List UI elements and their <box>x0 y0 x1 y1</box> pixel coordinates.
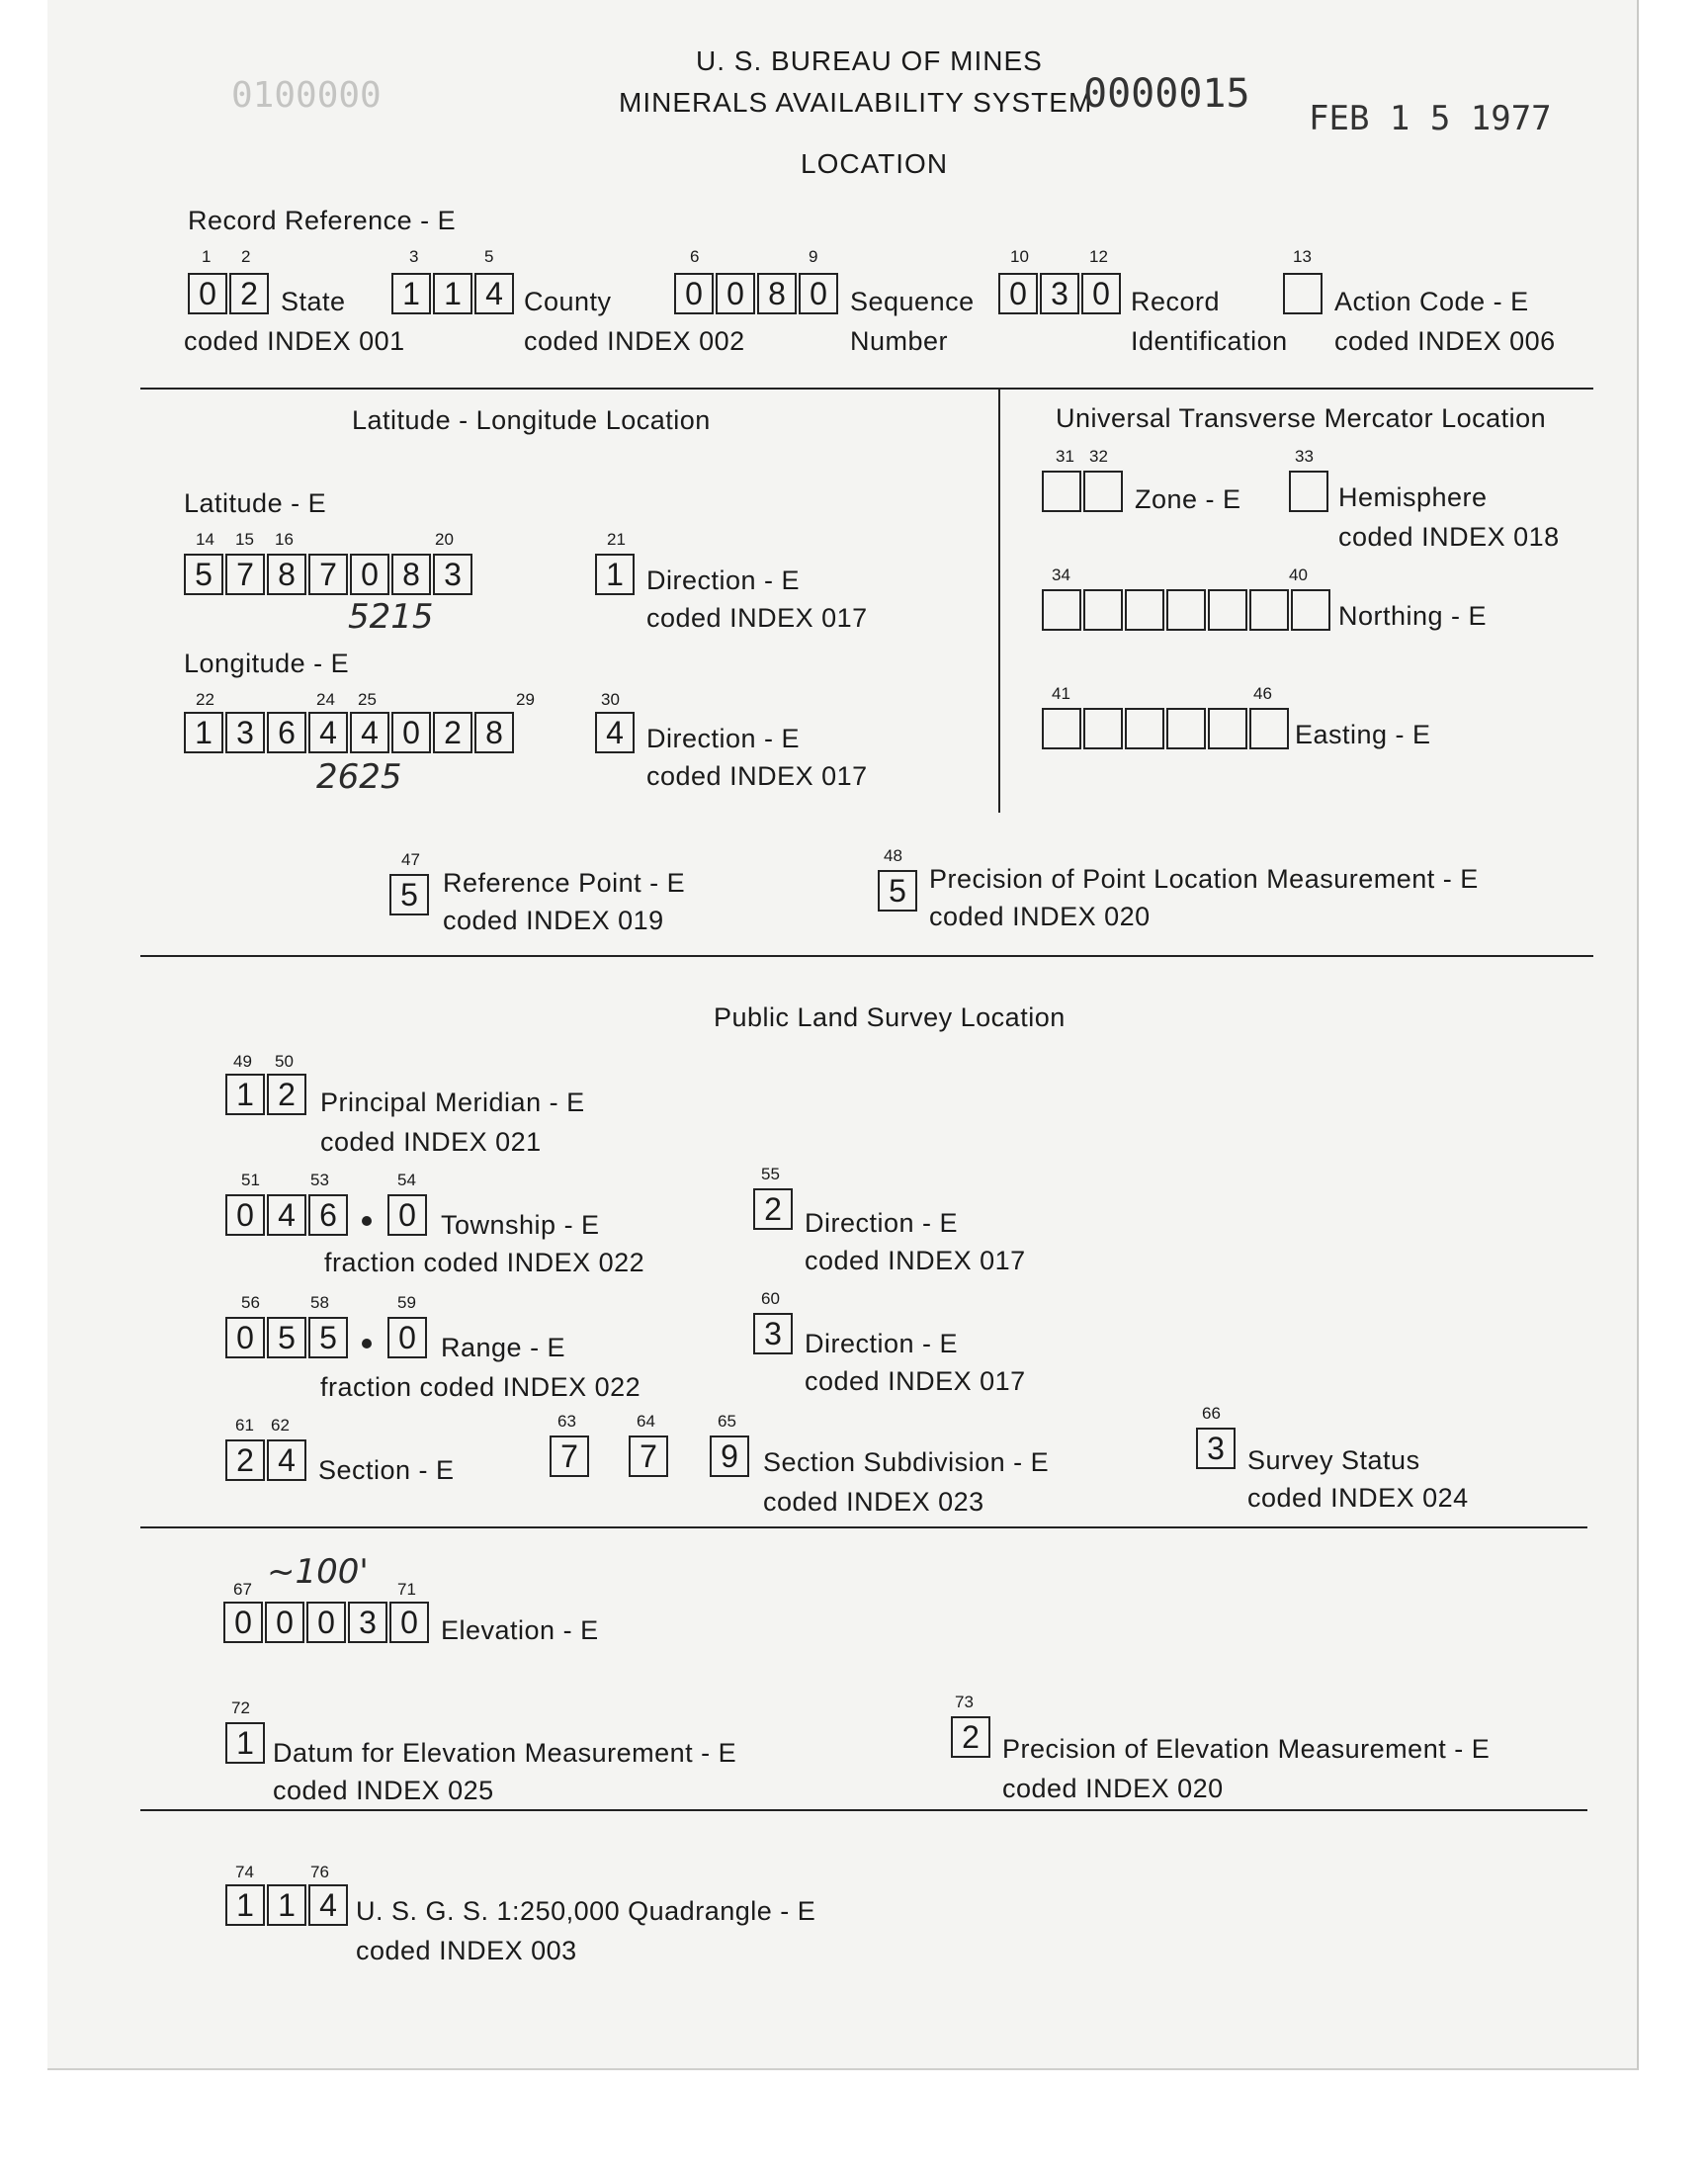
northing-label: Northing - E <box>1338 601 1488 631</box>
township-sub: fraction coded INDEX 022 <box>324 1248 645 1277</box>
subdiv-digit-63: 7 <box>550 1436 589 1477</box>
lat-digit: 5 <box>184 554 223 595</box>
state-num-1: 1 <box>202 247 212 266</box>
datum-digit: 1 <box>225 1722 265 1764</box>
state-digit-1: 0 <box>188 273 227 314</box>
elev-digit: 0 <box>265 1602 304 1643</box>
county-digit-3: 4 <box>474 273 514 314</box>
form-page <box>47 0 1639 2070</box>
stamp-date: FEB 1 5 1977 <box>1309 99 1552 138</box>
state-digit-2: 2 <box>229 273 269 314</box>
range-digit: 5 <box>267 1317 306 1358</box>
datum-label: Datum for Elevation Measurement - E <box>273 1738 737 1768</box>
township-fraction-digit: 0 <box>387 1194 427 1236</box>
range-sub: fraction coded INDEX 022 <box>320 1372 641 1402</box>
datum-num: 72 <box>231 1698 250 1717</box>
divider-1 <box>140 388 1593 390</box>
county-digit-1: 1 <box>391 273 431 314</box>
easting-digit <box>1125 708 1164 749</box>
sequence-digit-2: 0 <box>716 273 755 314</box>
faint-number: 0100000 <box>231 75 382 116</box>
record-id-boxes[interactable] <box>998 273 1123 314</box>
zone-digit <box>1042 471 1081 512</box>
lat-num-15: 15 <box>235 530 254 549</box>
sequence-num-1: 6 <box>690 247 700 266</box>
record-reference-title: Record Reference - E <box>188 206 457 235</box>
range-digit: 0 <box>225 1317 265 1358</box>
subdiv-box-63[interactable] <box>550 1436 591 1477</box>
zone-digit <box>1083 471 1123 512</box>
state-label: State <box>281 287 346 316</box>
zone-num-32: 32 <box>1089 447 1108 466</box>
elev-digit: 3 <box>348 1602 387 1643</box>
section-digit: 4 <box>267 1439 306 1481</box>
lat-dir-box[interactable] <box>595 554 637 595</box>
hemisphere-box[interactable] <box>1289 471 1330 512</box>
meridian-boxes[interactable] <box>225 1074 308 1115</box>
elevation-label: Elevation - E <box>441 1615 599 1645</box>
quad-num-76: 76 <box>310 1863 329 1881</box>
easting-num-41: 41 <box>1052 684 1070 703</box>
northing-digit <box>1166 589 1206 631</box>
county-sub: coded INDEX 002 <box>524 326 745 356</box>
record-sub: Identification <box>1131 326 1288 356</box>
zone-num-31: 31 <box>1056 447 1074 466</box>
county-label: County <box>524 287 612 316</box>
section-num-61: 61 <box>235 1416 254 1435</box>
northing-digit <box>1083 589 1123 631</box>
lon-dir-sub: coded INDEX 017 <box>646 761 868 791</box>
quadrangle-boxes[interactable] <box>225 1884 350 1926</box>
range-fraction-digit: 0 <box>387 1317 427 1358</box>
vertical-divider <box>998 390 1000 813</box>
elev-precision-sub: coded INDEX 020 <box>1002 1774 1224 1803</box>
quadrangle-label: U. S. G. S. 1:250,000 Quadrangle - E <box>356 1896 816 1926</box>
elev-digit: 0 <box>389 1602 429 1643</box>
status-num: 66 <box>1202 1404 1221 1423</box>
elev-precision-label: Precision of Elevation Measurement - E <box>1002 1734 1491 1764</box>
easting-boxes[interactable] <box>1042 708 1291 749</box>
action-digit <box>1283 273 1323 314</box>
meridian-digit: 1 <box>225 1074 265 1115</box>
easting-digit <box>1042 708 1081 749</box>
lat-num-20: 20 <box>435 530 454 549</box>
precision-point-box[interactable] <box>878 870 919 912</box>
refpoint-digit: 5 <box>389 874 429 915</box>
section-num-62: 62 <box>271 1416 290 1435</box>
sequence-digit-1: 0 <box>674 273 714 314</box>
stamp-number: 0000015 <box>1083 71 1250 117</box>
status-label: Survey Status <box>1247 1445 1420 1475</box>
subdiv-num-63: 63 <box>557 1412 576 1431</box>
sequence-boxes[interactable] <box>674 273 840 314</box>
hemisphere-digit <box>1289 471 1328 512</box>
sequence-sub: Number <box>850 326 949 356</box>
township-digit: 4 <box>267 1194 306 1236</box>
township-decimal-dot <box>362 1216 372 1226</box>
zone-boxes[interactable] <box>1042 471 1125 512</box>
lon-digit: 4 <box>308 712 348 753</box>
latitude-handwritten: 5215 <box>348 597 434 637</box>
easting-digit <box>1166 708 1206 749</box>
lat-num-14: 14 <box>196 530 214 549</box>
township-digit: 0 <box>225 1194 265 1236</box>
northing-num-40: 40 <box>1289 566 1308 584</box>
section-boxes[interactable] <box>225 1439 308 1481</box>
quad-digit: 1 <box>267 1884 306 1926</box>
easting-num-46: 46 <box>1253 684 1272 703</box>
refpoint-label: Reference Point - E <box>443 868 686 898</box>
precision-point-label: Precision of Point Location Measurement - E <box>929 864 1479 894</box>
lat-digit: 7 <box>308 554 348 595</box>
longitude-handwritten: 2625 <box>316 757 402 797</box>
latitude-boxes[interactable] <box>184 554 474 595</box>
precision-point-sub: coded INDEX 020 <box>929 902 1151 931</box>
easting-digit <box>1208 708 1247 749</box>
township-num-54: 54 <box>397 1171 416 1189</box>
bureau-title: U. S. BUREAU OF MINES <box>696 45 1043 76</box>
range-dir-label: Direction - E <box>805 1329 959 1358</box>
quad-num-74: 74 <box>235 1863 254 1881</box>
township-fraction-box[interactable] <box>387 1194 429 1236</box>
hemisphere-sub: coded INDEX 018 <box>1338 522 1560 552</box>
lat-digit: 8 <box>267 554 306 595</box>
range-digit: 5 <box>308 1317 348 1358</box>
meridian-sub: coded INDEX 021 <box>320 1127 542 1157</box>
refpoint-sub: coded INDEX 019 <box>443 906 664 935</box>
county-num-1: 3 <box>409 247 419 266</box>
datum-sub: coded INDEX 025 <box>273 1776 494 1805</box>
lon-num-24: 24 <box>316 690 335 709</box>
hemisphere-label: Hemisphere <box>1338 482 1488 512</box>
divider-3 <box>140 1526 1587 1528</box>
divider-2 <box>140 955 1593 957</box>
subdiv-box-64[interactable] <box>629 1436 670 1477</box>
precision-point-num: 48 <box>884 846 902 865</box>
county-num-2: 5 <box>484 247 494 266</box>
record-num-1: 10 <box>1010 247 1029 266</box>
range-num-56: 56 <box>241 1293 260 1312</box>
subdiv-digit-64: 7 <box>629 1436 668 1477</box>
county-boxes[interactable] <box>391 273 516 314</box>
action-sub: coded INDEX 006 <box>1334 326 1556 356</box>
subdiv-num-65: 65 <box>718 1412 736 1431</box>
status-sub: coded INDEX 024 <box>1247 1483 1469 1513</box>
utm-title: Universal Transverse Mercator Location <box>1056 403 1547 433</box>
record-label: Record <box>1131 287 1221 316</box>
lon-digit: 2 <box>433 712 472 753</box>
lon-dir-digit: 4 <box>595 712 635 753</box>
easting-label: Easting - E <box>1295 720 1431 749</box>
meridian-label: Principal Meridian - E <box>320 1088 585 1117</box>
status-box[interactable] <box>1196 1428 1238 1469</box>
system-title: MINERALS AVAILABILITY SYSTEM <box>619 87 1093 118</box>
township-dir-label: Direction - E <box>805 1208 959 1238</box>
meridian-num-50: 50 <box>275 1052 294 1071</box>
easting-digit <box>1083 708 1123 749</box>
refpoint-box[interactable] <box>389 874 431 915</box>
meridian-num-49: 49 <box>233 1052 252 1071</box>
northing-boxes[interactable] <box>1042 589 1332 631</box>
latitude-label: Latitude - E <box>184 488 327 518</box>
quad-digit: 4 <box>308 1884 348 1926</box>
zone-label: Zone - E <box>1135 484 1241 514</box>
northing-digit <box>1042 589 1081 631</box>
divider-4 <box>140 1809 1587 1811</box>
section-label: Section - E <box>318 1455 455 1485</box>
elev-precision-num: 73 <box>955 1693 974 1711</box>
northing-digit <box>1291 589 1330 631</box>
lon-digit: 4 <box>350 712 389 753</box>
range-dir-box[interactable] <box>753 1313 795 1354</box>
elev-precision-digit: 2 <box>951 1716 990 1758</box>
longitude-label: Longitude - E <box>184 649 350 678</box>
meridian-digit: 2 <box>267 1074 306 1115</box>
township-num-51: 51 <box>241 1171 260 1189</box>
lon-digit: 8 <box>474 712 514 753</box>
sequence-num-2: 9 <box>809 247 818 266</box>
range-dir-sub: coded INDEX 017 <box>805 1366 1026 1396</box>
subdiv-num-64: 64 <box>637 1412 655 1431</box>
range-boxes[interactable] <box>225 1317 350 1358</box>
range-num-59: 59 <box>397 1293 416 1312</box>
township-boxes[interactable] <box>225 1194 350 1236</box>
lon-dir-num: 30 <box>601 690 620 709</box>
record-digit-2: 3 <box>1040 273 1079 314</box>
township-dir-box[interactable] <box>753 1188 795 1230</box>
township-dir-num: 55 <box>761 1165 780 1183</box>
lat-dir-sub: coded INDEX 017 <box>646 603 868 633</box>
refpoint-num: 47 <box>401 850 420 869</box>
range-dir-num: 60 <box>761 1289 780 1308</box>
elev-num-67: 67 <box>233 1580 252 1599</box>
section-digit: 2 <box>225 1439 265 1481</box>
lon-dir-box[interactable] <box>595 712 637 753</box>
elev-digit: 0 <box>223 1602 263 1643</box>
quadrangle-sub: coded INDEX 003 <box>356 1936 577 1965</box>
lat-dir-num: 21 <box>607 530 626 549</box>
lat-num-16: 16 <box>275 530 294 549</box>
lat-digit: 3 <box>433 554 472 595</box>
lon-digit: 3 <box>225 712 265 753</box>
state-boxes[interactable] <box>188 273 271 314</box>
state-num-2: 2 <box>241 247 251 266</box>
quad-digit: 1 <box>225 1884 265 1926</box>
lon-num-25: 25 <box>358 690 377 709</box>
sequence-label: Sequence <box>850 287 975 316</box>
lon-digit: 0 <box>391 712 431 753</box>
lat-dir-digit: 1 <box>595 554 635 595</box>
lon-num-22: 22 <box>196 690 214 709</box>
range-fraction-box[interactable] <box>387 1317 429 1358</box>
elev-digit: 0 <box>306 1602 346 1643</box>
subdiv-box-65[interactable] <box>710 1436 751 1477</box>
record-digit-3: 0 <box>1081 273 1121 314</box>
record-num-2: 12 <box>1089 247 1108 266</box>
lon-dir-label: Direction - E <box>646 724 801 753</box>
elev-num-71: 71 <box>397 1580 416 1599</box>
subdivision-label: Section Subdivision - E <box>763 1447 1050 1477</box>
lon-digit: 1 <box>184 712 223 753</box>
datum-box[interactable] <box>225 1722 267 1764</box>
northing-digit <box>1249 589 1289 631</box>
precision-point-digit: 5 <box>878 870 917 912</box>
status-digit: 3 <box>1196 1428 1236 1469</box>
action-num: 13 <box>1293 247 1312 266</box>
lat-dir-label: Direction - E <box>646 566 801 595</box>
township-label: Township - E <box>441 1210 600 1240</box>
elevation-handwritten: ~100' <box>267 1552 369 1592</box>
latlong-title: Latitude - Longitude Location <box>352 405 711 435</box>
lat-digit: 7 <box>225 554 265 595</box>
township-digit: 6 <box>308 1194 348 1236</box>
lat-digit: 8 <box>391 554 431 595</box>
township-num-53: 53 <box>310 1171 329 1189</box>
elevation-boxes[interactable] <box>223 1602 431 1643</box>
action-label: Action Code - E <box>1334 287 1529 316</box>
elev-precision-box[interactable] <box>951 1716 992 1758</box>
range-decimal-dot <box>362 1339 372 1348</box>
action-box[interactable] <box>1283 273 1324 314</box>
subdivision-sub: coded INDEX 023 <box>763 1487 984 1517</box>
northing-digit <box>1125 589 1164 631</box>
range-num-58: 58 <box>310 1293 329 1312</box>
sequence-digit-3: 8 <box>757 273 797 314</box>
lon-digit: 6 <box>267 712 306 753</box>
range-label: Range - E <box>441 1333 566 1362</box>
lat-digit: 0 <box>350 554 389 595</box>
lon-num-29: 29 <box>516 690 535 709</box>
northing-num-34: 34 <box>1052 566 1070 584</box>
range-dir-digit: 3 <box>753 1313 793 1354</box>
pls-title: Public Land Survey Location <box>714 1002 1066 1032</box>
township-dir-digit: 2 <box>753 1188 793 1230</box>
state-sub: coded INDEX 001 <box>184 326 405 356</box>
northing-digit <box>1208 589 1247 631</box>
section-title: LOCATION <box>801 148 949 179</box>
county-digit-2: 1 <box>433 273 472 314</box>
record-digit-1: 0 <box>998 273 1038 314</box>
longitude-boxes[interactable] <box>184 712 516 753</box>
sequence-digit-4: 0 <box>799 273 838 314</box>
easting-digit <box>1249 708 1289 749</box>
subdiv-digit-65: 9 <box>710 1436 749 1477</box>
hemisphere-num: 33 <box>1295 447 1314 466</box>
township-dir-sub: coded INDEX 017 <box>805 1246 1026 1275</box>
